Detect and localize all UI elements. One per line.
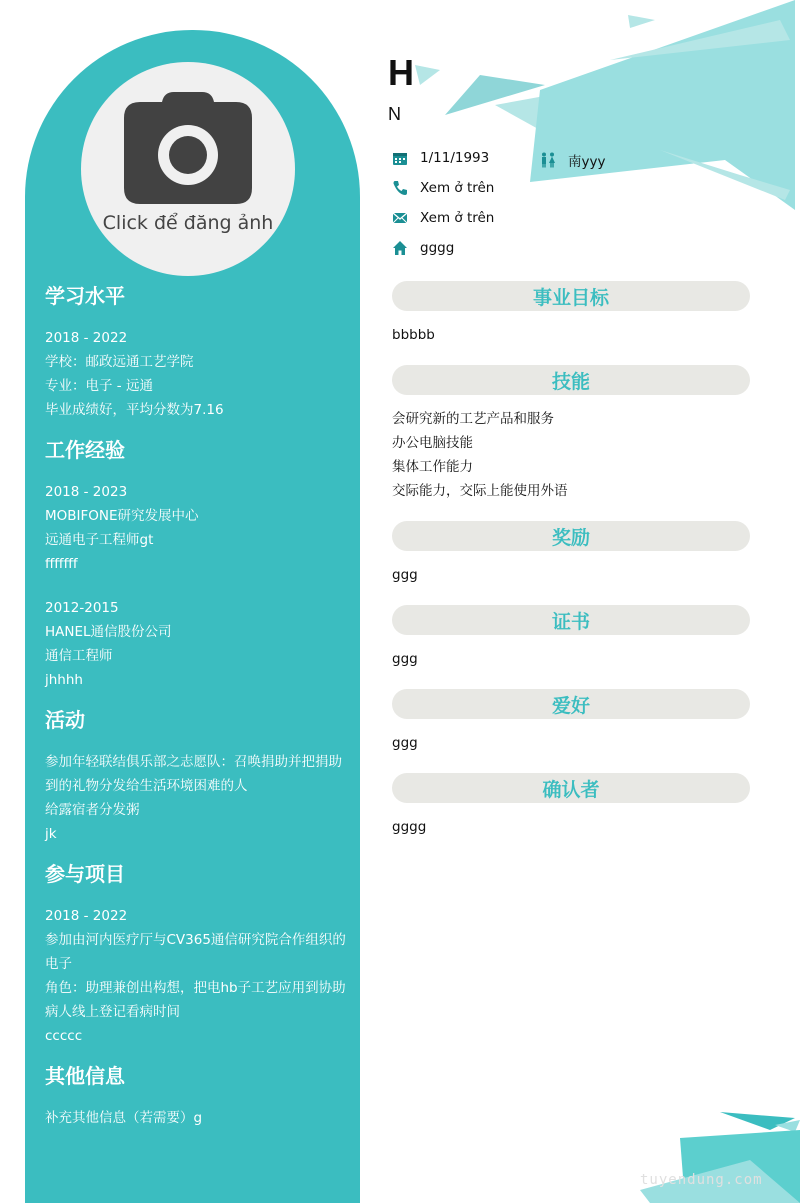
awards-heading: 奖励: [392, 521, 750, 551]
birthday-row: [392, 150, 489, 166]
activity-line: jk: [45, 826, 57, 842]
job-line: 通信工程师: [45, 648, 113, 664]
references-heading: 确认者: [392, 773, 750, 803]
job-line: 远通电子工程师gt: [45, 532, 154, 548]
phone-value: Xem ở trên: [420, 180, 495, 196]
experience-heading: 工作经验: [45, 438, 125, 462]
job-line: 2012-2015: [45, 600, 119, 616]
certificates-body: [392, 647, 750, 671]
calendar-icon: [392, 150, 408, 166]
envelope-icon: [392, 210, 408, 226]
education-section: [45, 282, 350, 422]
education-line: 毕业成绩好，平均分数为7.16: [45, 402, 224, 418]
profile-photo-upload[interactable]: [81, 62, 295, 276]
other-info-section: [45, 1062, 350, 1130]
project-line: 2018 - 2022: [45, 908, 128, 924]
job-line: jhhhh: [45, 672, 83, 688]
job-line: HANEL通信股份公司: [45, 624, 172, 640]
hobby-line: ggg: [392, 735, 418, 751]
email-value: Xem ở trên: [420, 210, 495, 226]
certificate-line: ggg: [392, 651, 418, 667]
job-line: MOBIFONE研究发展中心: [45, 508, 199, 524]
decorative-triangles-top: [380, 0, 800, 210]
hobbies-body: [392, 731, 750, 755]
activity-line: 给露宿者分发粥: [45, 802, 140, 818]
birthday-value: 1/11/1993: [420, 150, 490, 166]
skill-line: 会研究新的工艺产品和服务: [392, 411, 554, 427]
education-line: 专业：电子 - 远通: [45, 378, 153, 394]
sidebar-content: [45, 282, 350, 1144]
references-body: [392, 815, 750, 839]
skill-line: 办公电脑技能: [392, 435, 473, 451]
skills-body: [392, 407, 750, 503]
education-line: 2018 - 2022: [45, 330, 128, 346]
activities-heading: 活动: [45, 708, 85, 732]
award-line: ggg: [392, 567, 418, 583]
projects-section: [45, 860, 350, 1048]
other-info-line: 补充其他信息（若需要）g: [45, 1110, 203, 1126]
project-line: 参加由河内医疗厅与CV365通信研究院合作组织的电子: [45, 932, 346, 972]
projects-heading: 参与项目: [45, 862, 125, 886]
skill-line: 交际能力，交际上能使用外语: [392, 483, 568, 499]
objective-heading: 事业目标: [392, 281, 750, 311]
home-icon: [392, 240, 408, 256]
education-line: 学校：邮政远通工艺学院: [45, 354, 194, 370]
objective-line: bbbbb: [392, 327, 435, 343]
activities-section: [45, 706, 350, 846]
awards-body: [392, 563, 750, 587]
phone-icon: [392, 180, 408, 196]
reference-line: gggg: [392, 819, 427, 835]
camera-icon: [124, 92, 252, 204]
gender-icon: [540, 152, 556, 168]
address-value: gggg: [420, 240, 455, 256]
main-content: [392, 281, 750, 857]
phone-row: [392, 180, 494, 196]
gender-value: 南yyy: [568, 154, 606, 170]
objective-body: [392, 323, 750, 347]
skill-line: 集体工作能力: [392, 459, 473, 475]
activity-line: 参加年轻联结俱乐部之志愿队：召唤捐助并把捐助到的礼物分发给生活环境困难的人: [45, 754, 342, 794]
email-row: [392, 210, 494, 226]
other-info-heading: 其他信息: [45, 1064, 125, 1088]
upload-photo-label: Click để đăng ảnh: [102, 212, 274, 234]
hobbies-heading: 爱好: [392, 689, 750, 719]
address-row: [392, 240, 454, 256]
education-heading: 学习水平: [45, 284, 125, 308]
candidate-name: H: [388, 52, 414, 93]
candidate-position: N: [388, 104, 401, 124]
job-line: fffffff: [45, 556, 78, 572]
job-line: 2018 - 2023: [45, 484, 128, 500]
certificates-heading: 证书: [392, 605, 750, 635]
skills-heading: 技能: [392, 365, 750, 395]
gender-row: [540, 150, 605, 170]
project-line: 角色：助理兼创出构想，把电hb子工艺应用到协助病人线上登记看病时间: [45, 980, 346, 1020]
experience-section: [45, 436, 350, 692]
project-line: ccccc: [45, 1028, 83, 1044]
watermark: tuyendung.com: [640, 1172, 763, 1188]
